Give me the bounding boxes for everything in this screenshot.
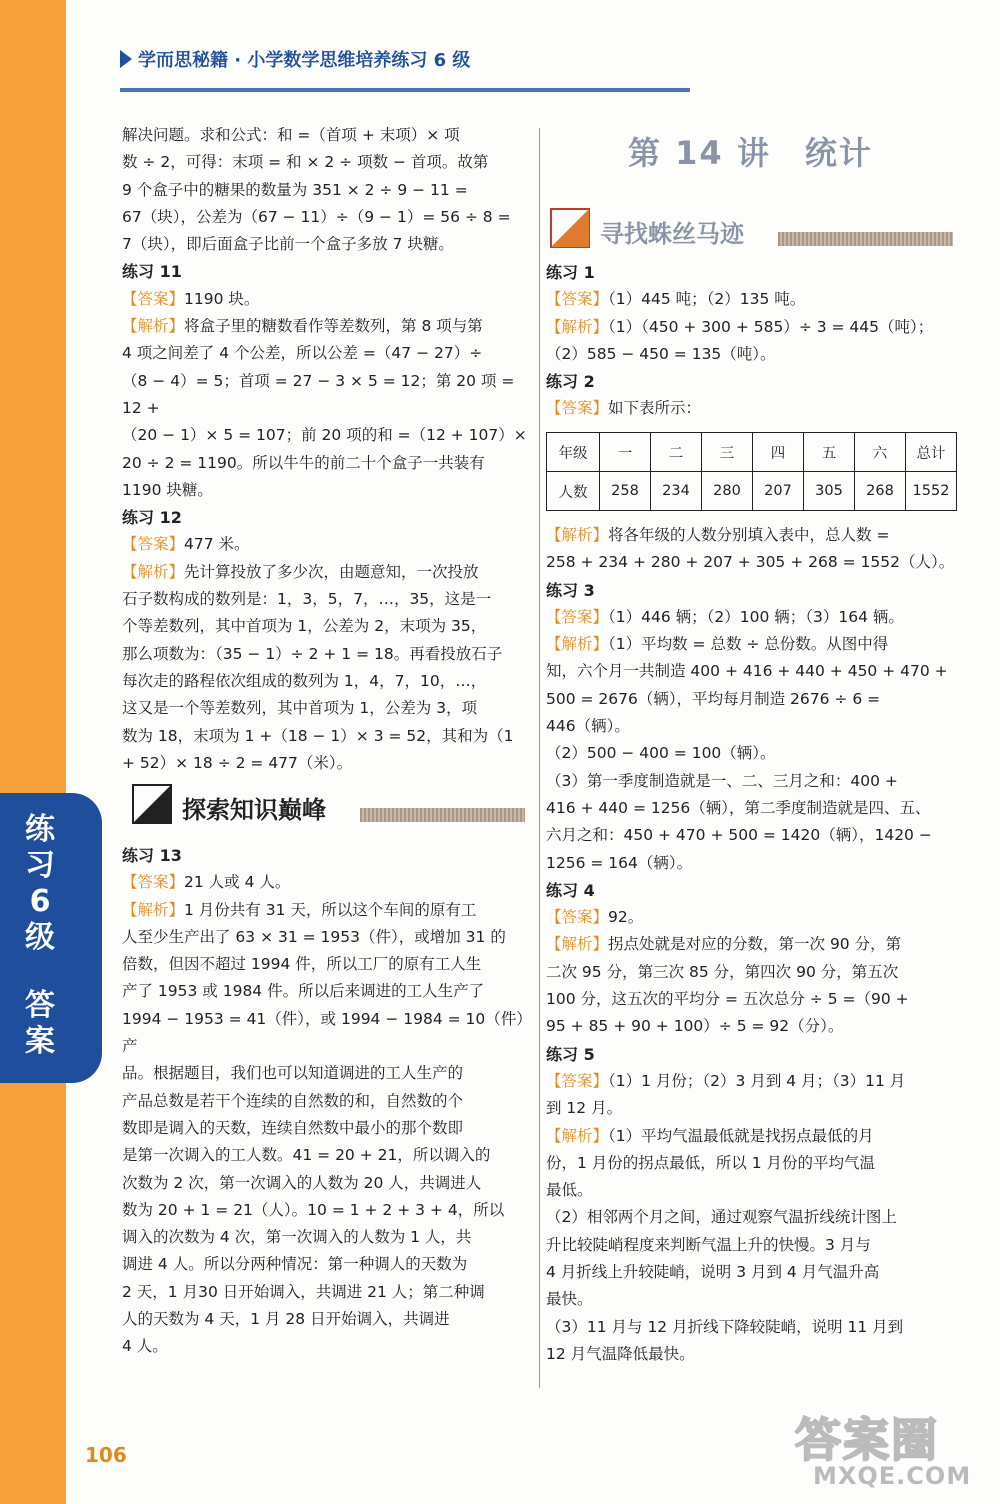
right-column-upper <box>546 259 956 423</box>
table-cell: 207 <box>753 472 804 511</box>
text-line: 4 月折线上升较陡峭，说明 3 月到 4 月气温升高 <box>546 1263 880 1282</box>
analysis-tag: 【解析】 <box>546 317 609 336</box>
analysis-tag: 【解析】 <box>122 900 185 919</box>
answer-text: 477 米。 <box>184 535 250 554</box>
analysis-tag: 【解析】 <box>546 1126 609 1145</box>
answer-text: （1）446 辆；（2）100 辆；（3）164 辆。 <box>608 607 904 626</box>
answer-line <box>546 604 956 631</box>
text-line: 1994 − 1953 = 41（件），或 1994 − 1984 = 10（件）产 <box>122 1009 532 1056</box>
analysis-line <box>122 559 534 586</box>
text-line: 416 + 440 = 1256（辆），第二季度制造就是四、五、 <box>546 798 931 817</box>
answer-text: 92。 <box>608 908 644 927</box>
running-header <box>120 44 690 74</box>
text-line: （2）相邻两个月之间，通过观察气温折线统计图上 <box>546 1208 897 1227</box>
exercise-heading: 练习 13 <box>122 846 182 865</box>
header-title: 学而思秘籍 · 小学数学思维培养练习 6 级 <box>138 50 471 71</box>
text-line: （3）第一季度制造就是一、二、三月之和：400 + <box>546 771 898 790</box>
table-cell: 年级 <box>547 433 600 472</box>
answer-tag: 【答案】 <box>546 908 609 927</box>
text-line: 最低。 <box>546 1181 593 1200</box>
text-line: 石子数构成的数列是：1，3，5，7，…，35，这是一 <box>122 590 492 609</box>
table-cell: 268 <box>855 472 906 511</box>
table-cell: 1552 <box>906 472 957 511</box>
table-cell: 总计 <box>906 433 957 472</box>
text-line: 产品总数是若干个连续的自然数的和，自然数的个 <box>122 1091 464 1110</box>
section-heading-clues <box>548 206 953 256</box>
side-tab-char: 级 <box>25 920 55 955</box>
watermark-text: 答案圈 <box>795 1413 939 1467</box>
table-row <box>547 433 957 472</box>
text-line: 是第一次调入的工人数。41 = 20 + 21，所以调入的 <box>122 1146 491 1165</box>
exercise-heading: 练习 3 <box>546 580 595 600</box>
analysis-line <box>122 897 534 924</box>
text-line: 4 人。 <box>122 1337 168 1356</box>
text-line: （2）585 − 450 = 135（吨）。 <box>546 344 776 363</box>
text-line: 数为 20 + 1 = 21（人）。10 = 1 + 2 + 3 + 4，所以 <box>122 1200 505 1219</box>
table-cell: 305 <box>804 472 855 511</box>
table-cell: 人数 <box>547 472 600 511</box>
text-line: 67（块），公差为（67 − 11）÷（9 − 1）= 56 ÷ 8 = <box>122 207 511 226</box>
section-triangle-icon <box>130 782 174 826</box>
left-column-top <box>122 122 534 777</box>
analysis-tag: 【解析】 <box>546 935 609 954</box>
text-line: 12 月气温降低最快。 <box>546 1344 695 1363</box>
side-tab-char: 练 <box>25 812 55 847</box>
text-line: 六月之和：450 + 470 + 500 = 1420（辆），1420 − <box>546 826 932 845</box>
table-cell: 四 <box>753 433 804 472</box>
text-line: 知，六个月一共制造 400 + 416 + 440 + 450 + 470 + <box>546 662 948 681</box>
text-line: 7（块），即后面盒子比前一个盒子多放 7 块糖。 <box>122 235 454 254</box>
text-line: 二次 95 分，第三次 85 分，第四次 90 分，第五次 <box>546 962 899 981</box>
text-line: 次数为 2 次，第一次调入的人数为 20 人，共调进人 <box>122 1173 482 1192</box>
section-triangle-icon <box>548 206 592 250</box>
text-line: 人的天数为 4 天，1 月 28 日开始调入，共调进 <box>122 1310 450 1329</box>
answer-line <box>546 904 956 931</box>
text-line: 1 月份共有 31 天，所以这个车间的原有工 <box>184 900 477 919</box>
answer-line <box>122 286 534 313</box>
answer-text: 1190 块。 <box>184 289 260 308</box>
text-line: 每次走的路程依次组成的数列为 1，4，7，10，…， <box>122 671 487 690</box>
text-line: 升比较陡峭程度来判断气温上升的快慢。3 月与 <box>546 1235 871 1254</box>
page-number: 106 <box>85 1443 127 1467</box>
answer-tag: 【答案】 <box>546 1071 609 1090</box>
answer-line <box>122 531 534 558</box>
analysis-line <box>546 522 956 549</box>
left-column-bottom <box>122 842 534 1361</box>
text-line: 100 分，这五次的平均分 = 五次总分 ÷ 5 =（90 + <box>546 990 909 1009</box>
table-cell: 五 <box>804 433 855 472</box>
text-line: 那么项数为：（35 − 1）÷ 2 + 1 = 18。再看投放石子 <box>122 644 503 663</box>
chapter-side-tab <box>0 793 102 1083</box>
analysis-line <box>546 631 956 658</box>
text-line: 份，1 月份的拐点最低，所以 1 月份的平均气温 <box>546 1153 876 1172</box>
text-line: 9 个盒子中的糖果的数量为 351 × 2 ÷ 9 − 11 = <box>122 180 468 199</box>
answer-line <box>546 395 956 422</box>
table-row <box>547 472 957 511</box>
analysis-tag: 【解析】 <box>546 526 609 544</box>
text-line: 1190 块糖。 <box>122 480 213 499</box>
answer-text: 21 人或 4 人。 <box>184 873 291 892</box>
section-title: 寻找蛛丝马迹 <box>600 220 744 248</box>
text-line: 人至少生产出了 63 × 31 = 1953（件），或增加 31 的 <box>122 927 506 946</box>
text-line: 4 项之间差了 4 个公差，所以公差 =（47 − 27）÷ <box>122 344 483 363</box>
text-line: （1）平均气温最低就是找拐点最低的月 <box>608 1126 874 1145</box>
text-line: 将各年级的人数分别填入表中，总人数 = <box>608 526 890 544</box>
text-line: 1256 = 164（辆）。 <box>546 853 693 872</box>
text-line: 产了 1953 或 1984 件。所以后来调进的工人生产了 <box>122 982 485 1001</box>
section-decor-bar <box>360 808 525 822</box>
text-line: 个等差数列，其中首项为 1，公差为 2，末项为 35， <box>122 617 487 636</box>
answer-text: （1）1 月份；（2）3 月到 4 月；（3）11 月 <box>608 1071 906 1090</box>
side-tab-char: 答 <box>25 988 55 1023</box>
text-line: 倍数，但因不超过 1994 件，所以工厂的原有工人生 <box>122 955 482 974</box>
section-title: 探索知识巅峰 <box>182 796 326 824</box>
text-line: 446（辆）。 <box>546 717 630 736</box>
text-line: 拐点处就是对应的分数，第一次 90 分，第 <box>608 935 902 954</box>
text-line: 95 + 85 + 90 + 100）÷ 5 = 92（分）。 <box>546 1017 844 1036</box>
play-arrow-icon <box>120 50 132 68</box>
analysis-tag: 【解析】 <box>546 635 609 654</box>
table-cell: 二 <box>651 433 702 472</box>
answer-text: （1）445 吨；（2）135 吨。 <box>608 290 806 309</box>
text-line: （3）11 月与 12 月折线下降较陡峭，说明 11 月到 <box>546 1317 904 1336</box>
side-tab-char: 习 <box>25 848 55 883</box>
text-line: （1）平均数 = 总数 ÷ 总份数。从图中得 <box>608 635 889 654</box>
text-line: （1）（450 + 300 + 585）÷ 3 = 445（吨）； <box>608 317 934 336</box>
watermark-domain: MXQE.COM <box>813 1462 972 1490</box>
exercise-heading: 练习 1 <box>546 263 595 282</box>
section-heading-explore <box>130 782 525 832</box>
side-tab-char: 6 <box>29 884 51 919</box>
side-tab-char: 案 <box>25 1024 55 1059</box>
answer-tag: 【答案】 <box>546 399 609 418</box>
watermark-logo <box>795 1404 995 1500</box>
text-line: 数即是调入的天数，连续自然数中最小的那个数即 <box>122 1118 464 1137</box>
section-decor-bar <box>778 232 953 246</box>
exercise-heading: 练习 5 <box>546 1044 595 1064</box>
text-line: 最快。 <box>546 1290 593 1309</box>
text-line: 解决问题。求和公式：和 =（首项 + 末项）× 项 <box>122 126 460 144</box>
exercise-heading: 练习 4 <box>546 880 595 900</box>
text-line: 2 天，1 月30 日开始调入，共调进 21 人；第二种调 <box>122 1282 485 1301</box>
text-line: 将盒子里的糖数看作等差数列，第 8 项与第 <box>184 317 483 336</box>
analysis-line <box>122 313 534 340</box>
table-cell: 三 <box>702 433 753 472</box>
exercise-heading: 练习 12 <box>122 508 182 528</box>
table-cell: 六 <box>855 433 906 472</box>
answer-line <box>546 286 956 313</box>
answer-tag: 【答案】 <box>546 290 609 309</box>
answer-line <box>122 869 534 896</box>
analysis-tag: 【解析】 <box>122 317 185 336</box>
answer-tag: 【答案】 <box>122 535 185 554</box>
header-rule <box>120 88 690 92</box>
answer-text: 如下表所示： <box>608 399 702 418</box>
grade-count-table <box>546 432 957 511</box>
text-line: 数 ÷ 2，可得：末项 = 和 × 2 ÷ 项数 − 首项。故第 <box>122 153 489 172</box>
text-line: 品。根据题目，我们也可以知道调进的工人生产的 <box>122 1064 464 1083</box>
text-line: 这又是一个等差数列，其中首项为 1，公差为 3，项 <box>122 699 478 718</box>
exercise-heading: 练习 11 <box>122 262 182 282</box>
table-cell: 一 <box>600 433 651 472</box>
text-line: 258 + 234 + 280 + 207 + 305 + 268 = 1552（人）。 <box>546 553 955 572</box>
analysis-tag: 【解析】 <box>122 562 185 581</box>
column-divider <box>539 128 540 1388</box>
exercise-heading: 练习 2 <box>546 372 595 392</box>
side-color-strip <box>0 0 66 1504</box>
text-line: （20 − 1）× 5 = 107；前 20 项的和 =（12 + 107）× <box>122 426 527 445</box>
text-line: 调进 4 人。所以分两种情况：第一种调人的天数为 <box>122 1255 468 1274</box>
answer-tag: 【答案】 <box>122 873 185 892</box>
right-column-lower <box>546 522 956 1368</box>
answer-tag: 【答案】 <box>122 289 185 308</box>
text-line: 500 = 2676（辆），平均每月制造 2676 ÷ 6 = <box>546 689 881 708</box>
table-cell: 280 <box>702 472 753 511</box>
analysis-line <box>546 931 956 958</box>
text-line: 数为 18，末项为 1 +（18 − 1）× 3 = 52，其和为（1 <box>122 726 514 745</box>
table-cell: 258 <box>600 472 651 511</box>
text-line: 先计算投放了多少次，由题意知，一次投放 <box>184 562 479 581</box>
lecture-title: 第 14 讲 统计 <box>628 134 873 172</box>
text-line: 到 12 月。 <box>546 1099 623 1118</box>
analysis-line <box>546 1123 956 1150</box>
answer-tag: 【答案】 <box>546 607 609 626</box>
text-line: 20 ÷ 2 = 1190。所以牛牛的前二十个盒子一共装有 <box>122 453 485 472</box>
text-line: 调入的次数为 4 次，第一次调入的人数为 1 人，共 <box>122 1228 472 1247</box>
text-line: （8 − 4）= 5；首项 = 27 − 3 × 5 = 12；第 20 项 = 12 + <box>122 371 515 417</box>
analysis-line <box>546 314 956 341</box>
text-line: + 52）× 18 ÷ 2 = 477（米）。 <box>122 753 353 772</box>
answer-line <box>546 1068 956 1095</box>
table-cell: 234 <box>651 472 702 511</box>
text-line: （2）500 − 400 = 100（辆）。 <box>546 744 776 763</box>
